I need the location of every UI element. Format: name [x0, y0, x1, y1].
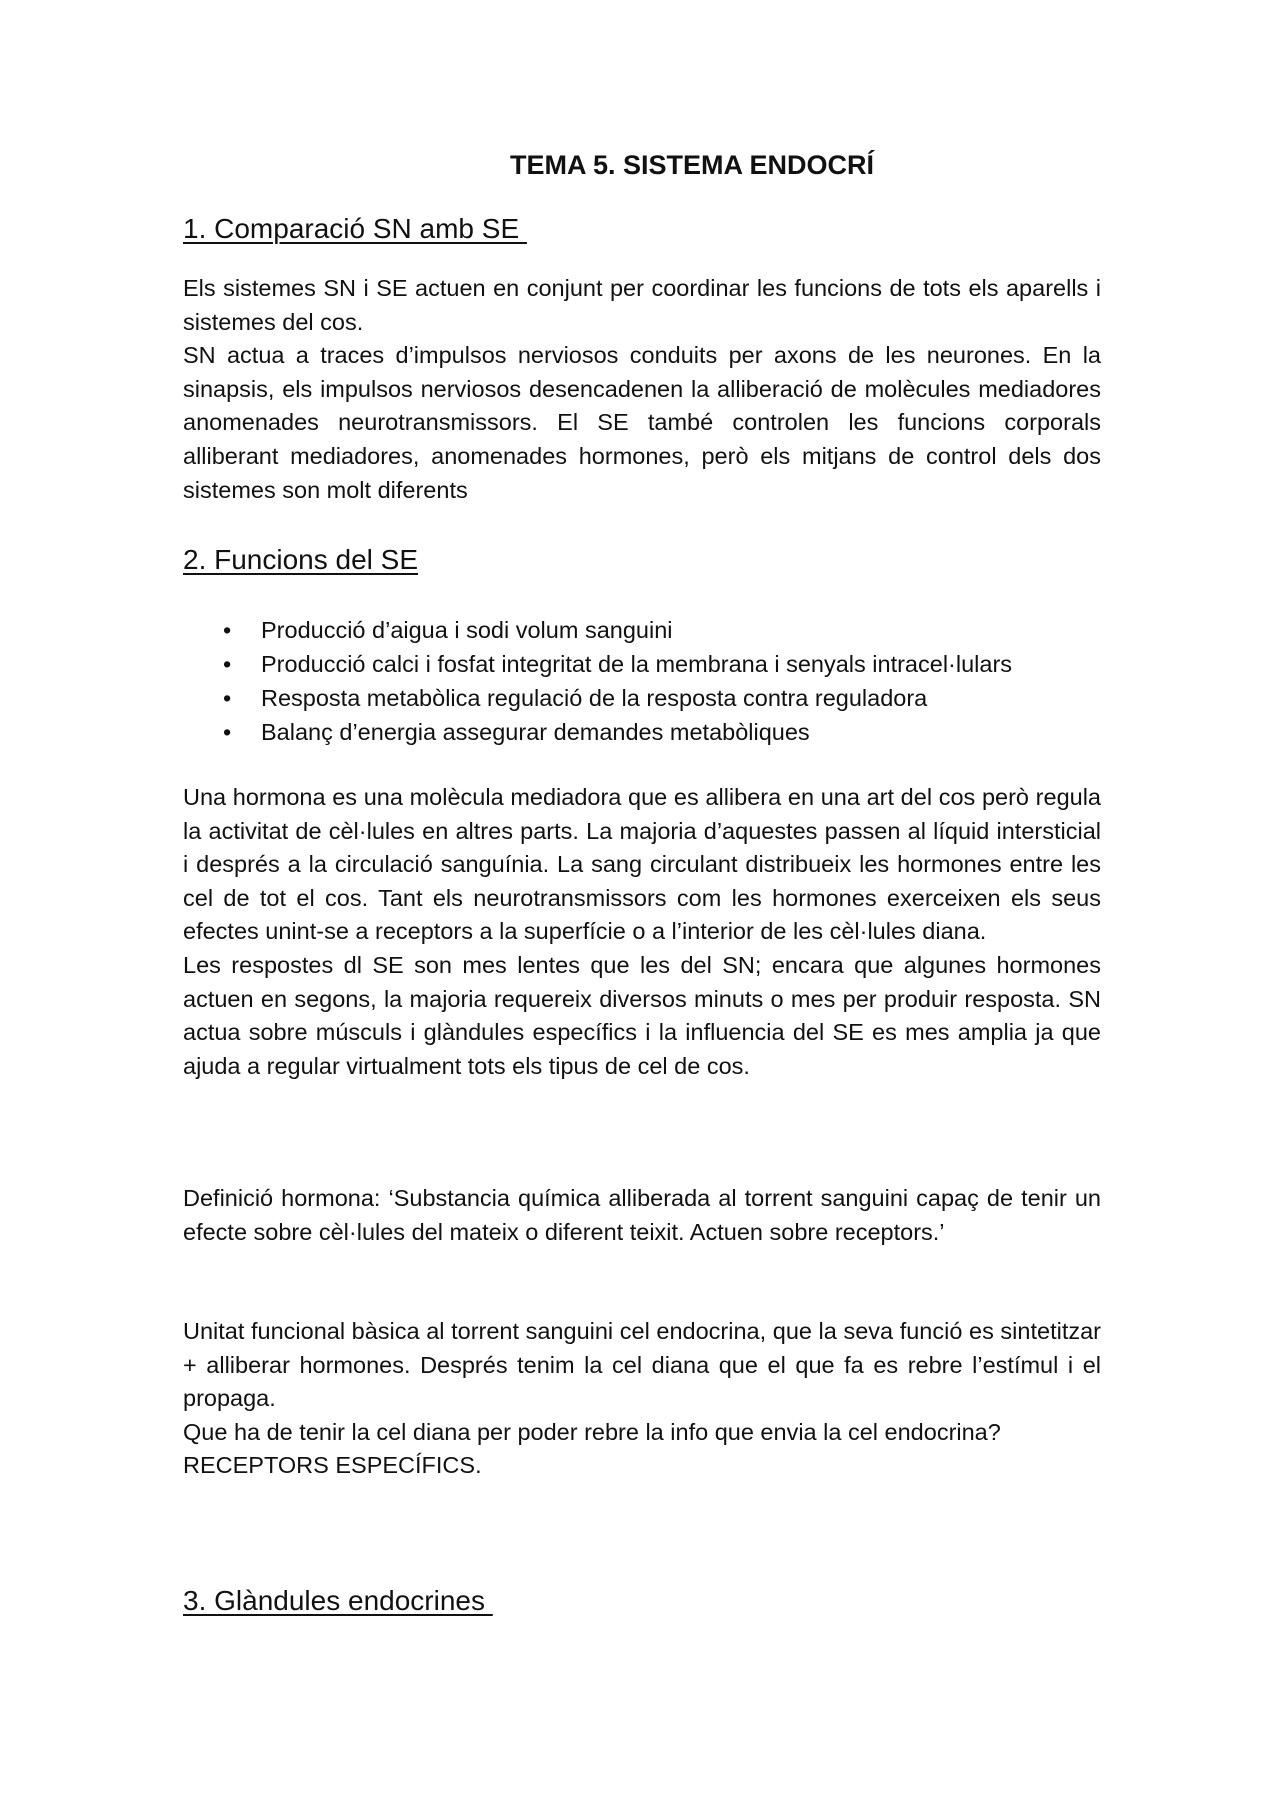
document-title: TEMA 5. SISTEMA ENDOCRÍ [509, 150, 875, 180]
paragraph-hormona [183, 781, 1101, 1083]
functions-list [183, 613, 1101, 749]
paragraph-intro [183, 272, 1101, 507]
paragraph-unitat [183, 1315, 1101, 1483]
paragraph-definicio [183, 1182, 1101, 1249]
paragraph-text: Que ha de tenir la cel diana per poder rebre la info que envia la cel endocrina? [183, 1418, 1001, 1445]
list-item-text: Balanç d’energia assegurar demandes metabòliques [261, 719, 810, 745]
list-item [183, 715, 1101, 749]
section-heading-funcions: 2. Funcions del SE [183, 544, 419, 575]
list-item [183, 613, 1101, 647]
paragraph-text: Les respostes dl SE son mes lentes que les del SN; encara que algunes hormones actuen en segons, la majoria requereix diversos minuts o mes per produir resposta. SN actua sobre músculs i glàndules específics i la influencia del SE es mes amplia ja que ajuda a regular virtualment tots els tipus de cel de cos. [183, 951, 1101, 1079]
bullet-icon: • [223, 685, 232, 711]
list-item [183, 681, 1101, 715]
list-item-text: Producció d’aigua i sodi volum sanguini [261, 617, 673, 643]
bullet-icon: • [223, 651, 232, 677]
list-item-text: Producció calci i fosfat integritat de la membrana i senyals intracel·lulars [261, 651, 1013, 677]
list-item [183, 647, 1101, 681]
paragraph-text: RECEPTORS ESPECÍFICS. [183, 1452, 482, 1479]
bullet-icon: • [223, 617, 232, 643]
section-heading-glandules: 3. Glàndules endocrines [183, 1585, 493, 1616]
section-heading-comparacio: 1. Comparació SN amb SE [183, 213, 527, 244]
paragraph-text: SN actua a traces d’impulsos nerviosos conduits per axons de les neurones. En la sinapsis, els impulsos nerviosos desencadenen la alliberació de molècules mediadores anomenades neurotransmissors. El SE també controlen les funcions corporals alliberant mediadores, anomenades hormones, però els mitjans de control dels dos sistemes son molt diferents [183, 342, 1101, 503]
list-item-text: Resposta metabòlica regulació de la resposta contra reguladora [261, 685, 928, 711]
paragraph-text: Una hormona es una molècula mediadora que es allibera en una art del cos però regula la activitat de cèl·lules en altres parts. La majoria d’aquestes passen al líquid intersticial i després a la circulació sanguínia. La sang circulant distribueix les hormones entre les cel de tot el cos. Tant els neurotransmissors com les hormones exerceixen els seus efectes unint-se a receptors a la superfície o a l’interior de les cèl·lules diana. [183, 784, 1101, 945]
bullet-icon: • [223, 719, 232, 745]
paragraph-text: Els sistemes SN i SE actuen en conjunt per coordinar les funcions de tots els aparells i sistemes del cos. [183, 275, 1101, 335]
paragraph-text: Unitat funcional bàsica al torrent sanguini cel endocrina, que la seva funció es sintetitzar + alliberar hormones. Després tenim la cel diana que el que fa es rebre l’estímul i el propaga. [183, 1318, 1101, 1412]
paragraph-text: Definició hormona: ‘Substancia química alliberada al torrent sanguini capaç de tenir un efecte sobre cèl·lules del mateix o diferent teixit. Actuen sobre receptors.’ [183, 1185, 1101, 1245]
